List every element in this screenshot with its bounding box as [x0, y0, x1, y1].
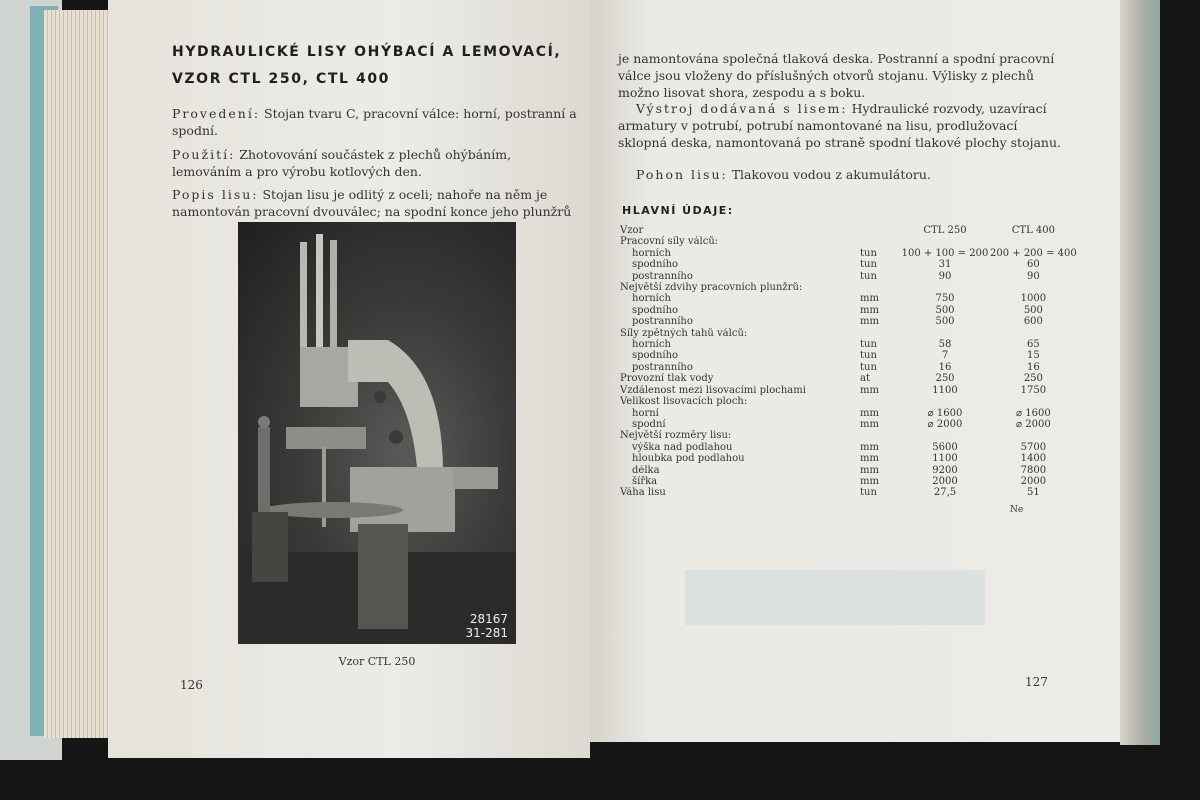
spec-value-ctl400	[990, 396, 1077, 407]
spec-label: spodního	[632, 304, 679, 316]
spec-value-ctl250: 1100	[932, 453, 958, 465]
spec-value-ctl400: 7800	[1020, 464, 1047, 476]
paragraph-provedeni	[172, 105, 584, 139]
page-heading-line1: HYDRAULICKÉ LISY OHÝBACÍ A LEMOVACÍ,	[172, 44, 562, 60]
spec-label: Síly zpětných tahů válců:	[620, 327, 748, 339]
spec-label: výška nad podlahou	[632, 441, 733, 453]
spec-unit: tun	[860, 361, 877, 373]
left-page	[108, 0, 590, 758]
spec-value-ctl250: 16	[938, 361, 952, 373]
spec-value-ctl400: 2000	[1020, 475, 1047, 487]
equipment-paragraph	[618, 100, 1068, 151]
spec-unit	[860, 430, 900, 441]
spec-unit: tun	[860, 259, 877, 271]
spec-value-ctl400: 16	[1027, 361, 1040, 373]
spec-value-ctl400	[990, 430, 1077, 441]
spec-value-ctl250: 750	[935, 293, 955, 305]
page-heading-line2: VZOR CTL 250, CTL 400	[172, 71, 391, 87]
specs-row	[620, 362, 1077, 373]
spec-unit: mm	[860, 464, 879, 476]
specs-row	[620, 271, 1077, 282]
spec-value-ctl400: 200 + 200 = 400	[990, 247, 1077, 259]
spec-value-ctl250: 1100	[932, 384, 958, 396]
spec-label: Největší zdvihy pracovních plunžrů:	[620, 282, 803, 294]
spec-value-ctl250	[900, 236, 990, 247]
spec-label: postranního	[632, 316, 693, 328]
spec-unit	[860, 282, 900, 293]
spec-label: spodního	[632, 259, 679, 271]
spec-unit	[860, 236, 900, 247]
photo-number	[465, 612, 508, 640]
photo-number-line2: 31-281	[465, 626, 508, 640]
specs-row	[620, 282, 1077, 293]
spec-unit: tun	[860, 350, 877, 362]
specs-row	[620, 476, 1077, 487]
press-illustration	[238, 222, 516, 644]
spec-value-ctl400: ⌀ 2000	[1016, 418, 1051, 430]
spec-value-ctl250	[900, 328, 990, 339]
specs-row	[620, 373, 1077, 384]
spec-value-ctl250: 90	[938, 270, 952, 282]
spec-value-ctl400	[990, 236, 1077, 247]
spec-unit: tun	[860, 339, 877, 351]
spec-value-ctl250	[900, 396, 990, 407]
paragraph-text: Stojan lisu je odlitý z oceli; nahoře na něm je namontován pracovní dvouválec; na spodní konce jeho plunžrů	[172, 187, 572, 219]
spec-label: horních	[632, 339, 671, 351]
spec-unit: mm	[860, 316, 879, 328]
spec-value-ctl250: ⌀ 1600	[927, 407, 963, 419]
spec-value-ctl250: 58	[938, 339, 952, 351]
spec-value-ctl400: 250	[1023, 373, 1043, 385]
specs-row	[620, 316, 1077, 327]
spec-label: horní	[632, 407, 659, 419]
spec-value-ctl400: 51	[1027, 487, 1040, 499]
spec-value-ctl250: 31	[938, 259, 952, 271]
drive-paragraph	[618, 166, 1068, 183]
spec-label: hloubka pod podlahou	[632, 453, 745, 465]
specs-row	[620, 259, 1077, 270]
spec-label: Největší rozměry lisu:	[620, 430, 732, 442]
spec-unit: mm	[860, 407, 879, 419]
spec-value-ctl250: 250	[935, 373, 955, 385]
paragraph-label: Provedení:	[172, 106, 261, 121]
specs-row	[620, 442, 1077, 453]
specs-header-col2: CTL 400	[1011, 225, 1055, 236]
page-number-right: 127	[1025, 675, 1048, 689]
equipment-label: Výstroj dodávaná s lisem:	[636, 101, 848, 116]
paragraph-label: Použití:	[172, 147, 236, 162]
spec-unit: at	[860, 373, 870, 385]
spec-value-ctl250: 27,5	[933, 487, 957, 499]
specs-title: HLAVNÍ ÚDAJE:	[622, 204, 734, 217]
paragraph-pouziti	[172, 146, 584, 180]
spec-unit: mm	[860, 441, 879, 453]
spec-value-ctl250	[900, 282, 990, 293]
spec-value-ctl250: 9200	[932, 464, 958, 476]
spec-unit: mm	[860, 453, 879, 465]
spec-value-ctl250: 500	[935, 304, 955, 316]
photo-caption: Vzor CTL 250	[338, 655, 416, 668]
spec-value-ctl250: 7	[941, 350, 949, 362]
spec-label: Váha lisu	[620, 487, 666, 499]
spec-value-ctl250: ⌀ 2000	[927, 418, 963, 430]
specs-table	[620, 225, 1077, 499]
specs-row	[620, 396, 1077, 407]
specs-row	[620, 465, 1077, 476]
press-photo	[238, 222, 516, 644]
spec-value-ctl250: 2000	[932, 475, 958, 487]
continuation-paragraph: je namontována společná tlaková deska. Postranní a spodní pracovní válce jsou vloženy do příslušných otvorů stojanu. Výlisky z plechů možno lisovat shora, zespodu a s boku.	[618, 51, 1055, 100]
specs-row	[620, 487, 1077, 498]
spec-value-ctl400: 1750	[1020, 384, 1047, 396]
paragraph-popis	[172, 186, 584, 220]
spec-label: Provozní tlak vody	[620, 373, 714, 385]
spec-label: postranního	[632, 270, 693, 282]
right-page	[590, 0, 1122, 742]
spec-label: délka	[632, 464, 660, 476]
spec-value-ctl400: ⌀ 1600	[1016, 407, 1051, 419]
specs-row	[620, 430, 1077, 441]
photo-number-line1: 28167	[469, 612, 508, 626]
spec-unit: mm	[860, 384, 879, 396]
specs-header-unit	[860, 225, 900, 236]
spec-label: Velikost lisovacích ploch:	[620, 396, 748, 408]
drive-label: Pohon lisu:	[636, 167, 728, 182]
spec-unit: mm	[860, 475, 879, 487]
specs-row	[620, 339, 1077, 350]
spec-value-ctl400	[990, 328, 1077, 339]
spec-value-ctl250: 5600	[932, 441, 958, 453]
extra-mark: Ne	[1010, 505, 1024, 515]
spec-value-ctl400: 500	[1023, 304, 1043, 316]
spec-value-ctl250: 100 + 100 = 200	[901, 247, 989, 259]
spec-value-ctl400: 65	[1027, 339, 1040, 351]
page-number-left: 126	[180, 678, 203, 692]
spec-label: šířka	[632, 475, 658, 487]
specs-row	[620, 453, 1077, 464]
specs-row	[620, 408, 1077, 419]
spec-value-ctl400: 1000	[1020, 293, 1047, 305]
specs-row	[620, 236, 1077, 247]
faint-stamp	[685, 570, 985, 625]
specs-header-row	[620, 225, 1077, 236]
paragraph-text: Zhotovování součástek z plechů ohýbáním, lemováním a pro výrobu kotlových den.	[172, 147, 512, 179]
specs-row	[620, 419, 1077, 430]
specs-row	[620, 293, 1077, 304]
spec-label: spodní	[632, 418, 666, 430]
specs-row	[620, 328, 1077, 339]
paragraph-text: Stojan tvaru C, pracovní válce: horní, postranní a spodní.	[172, 106, 577, 138]
spec-unit	[860, 328, 900, 339]
spec-value-ctl400	[990, 282, 1077, 293]
spec-label: postranního	[632, 361, 693, 373]
drive-text: Tlakovou vodou z akumulátoru.	[731, 167, 931, 182]
spec-value-ctl400: 600	[1023, 316, 1043, 328]
spec-label: Pracovní síly válců:	[620, 236, 719, 248]
right-page-edges	[1120, 0, 1160, 745]
specs-row	[620, 350, 1077, 361]
specs-row	[620, 385, 1077, 396]
spec-unit: mm	[860, 418, 879, 430]
specs-header-col1: CTL 250	[923, 225, 967, 236]
spec-value-ctl250: 500	[935, 316, 955, 328]
spec-unit: mm	[860, 304, 879, 316]
spec-unit: mm	[860, 293, 879, 305]
specs-row	[620, 248, 1077, 259]
spec-value-ctl400: 5700	[1020, 441, 1047, 453]
spec-value-ctl400: 1400	[1020, 453, 1047, 465]
paragraph-label: Popis lisu:	[172, 187, 259, 202]
specs-header-label: Vzor	[620, 225, 644, 236]
equipment-text: Hydraulické rozvody, uzavírací armatury v potrubí, potrubí namontované na lisu, prodlužovací sklopná deska, namontovaná po straně spodní tlakové plochy stojanu.	[618, 101, 1061, 150]
spec-value-ctl400: 60	[1027, 259, 1040, 271]
page-edges	[44, 10, 112, 738]
spec-value-ctl400: 15	[1027, 350, 1040, 362]
spec-label: Vzdálenost mezi lisovacími plochami	[620, 384, 806, 396]
spec-unit	[860, 396, 900, 407]
spec-unit: tun	[860, 270, 877, 282]
spec-value-ctl400: 90	[1027, 270, 1040, 282]
spec-label: horních	[632, 247, 671, 259]
spec-label: spodního	[632, 350, 679, 362]
spec-unit: tun	[860, 487, 877, 499]
specs-row	[620, 305, 1077, 316]
spec-label: horních	[632, 293, 671, 305]
spec-unit: tun	[860, 247, 877, 259]
spec-value-ctl250	[900, 430, 990, 441]
